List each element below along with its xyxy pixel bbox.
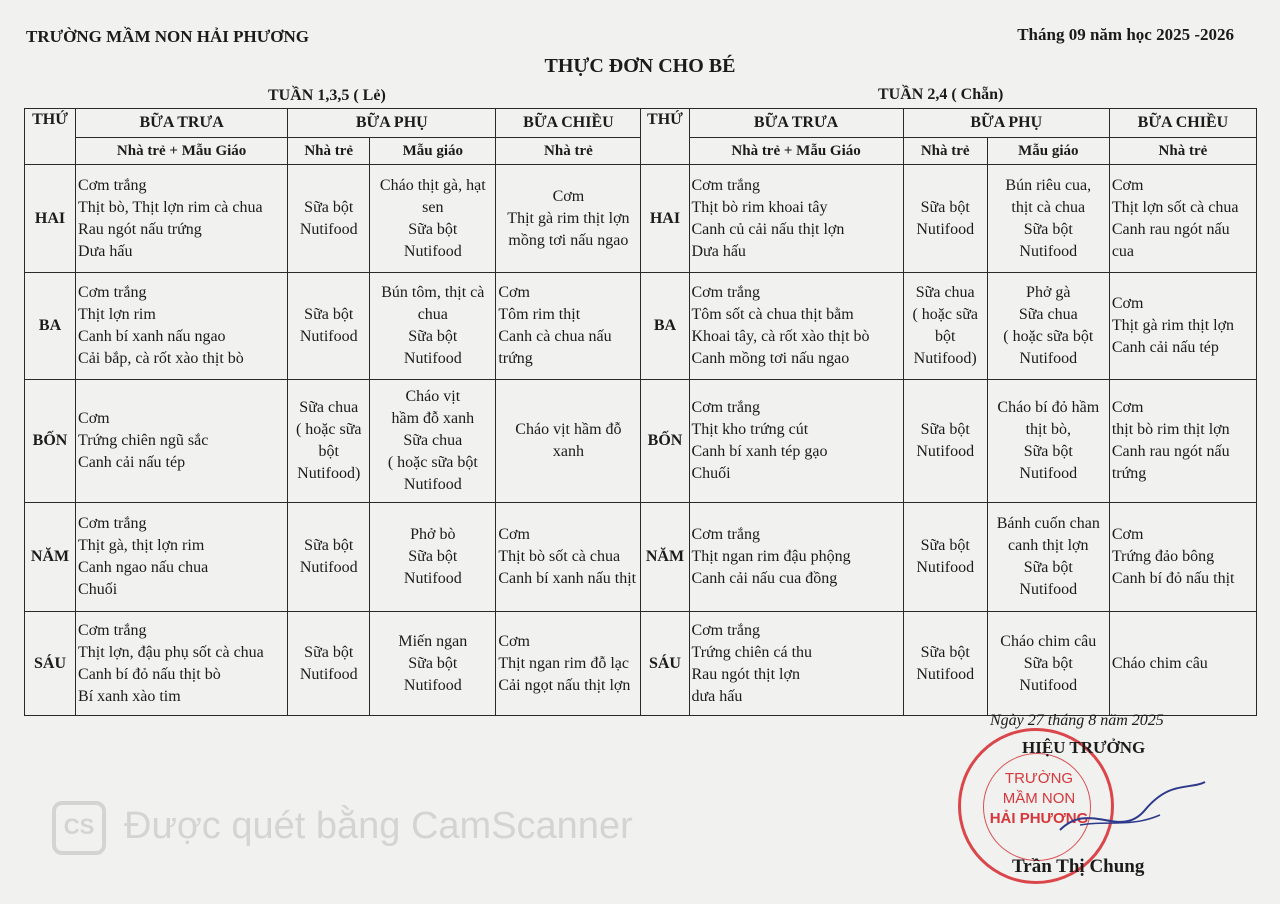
snack-nursery-cell-even: [903, 612, 987, 716]
menu-item: Thịt lợn, đậu phụ sốt cà chua: [78, 643, 264, 661]
menu-item: Sữa bột: [920, 537, 970, 554]
menu-item: Cháo chim câu: [1000, 632, 1097, 650]
menu-item: Nutifood: [1019, 242, 1078, 260]
menu-item: Thịt bò, Thịt lợn rim cà chua: [78, 198, 263, 216]
lunch-cell-even: [689, 273, 903, 380]
menu-item: Cơm trắng: [78, 176, 147, 194]
menu-item: Phở gà: [1026, 284, 1071, 301]
subheader-nursery-afternoon-even: Nhà trẻ: [1109, 138, 1256, 165]
afternoon-cell-odd: [496, 380, 641, 503]
menu-item: Cơm trắng: [691, 526, 760, 543]
menu-item: Cơm: [1111, 176, 1144, 194]
menu-item: Chuối: [691, 465, 731, 482]
stamp-line: TRƯỜNG: [1004, 770, 1074, 787]
day-cell: SÁU: [25, 612, 76, 716]
menu-item: Thịt gà rim thịt lợn mồng tơi nấu ngao: [507, 209, 630, 249]
subheader-nursery-kinder-even: Nhà trẻ + Mẫu Giáo: [689, 138, 903, 165]
snack-kinder-cell-even: [987, 612, 1109, 716]
menu-item: Thịt kho trứng cút: [691, 421, 809, 438]
stamp-line: MẦM NON: [1002, 790, 1076, 807]
menu-item: bột: [318, 443, 339, 460]
menu-item: Canh ngao nấu chua: [78, 559, 209, 576]
menu-item: Sữa chua: [1018, 306, 1078, 323]
header-snack-odd: BỮA PHỤ: [288, 109, 496, 138]
menu-item: Sữa bột: [304, 537, 354, 554]
menu-item: Bún riêu cua,: [1005, 176, 1092, 194]
menu-item: Thịt ngan rim đỗ lạc: [498, 654, 629, 672]
lunch-cell-odd: [76, 380, 288, 503]
menu-item: Nutifood: [299, 665, 358, 683]
menu-item: Cơm: [1111, 399, 1144, 416]
menu-item: Bún tôm, thịt cà chua: [381, 284, 485, 323]
menu-item: ( hoặc sữa bột: [387, 454, 478, 471]
menu-item: Canh bí xanh nấu thịt: [498, 570, 637, 587]
menu-item: Sữa bột: [408, 654, 458, 672]
snack-kinder-cell-odd: [370, 612, 496, 716]
week-odd-label: TUẦN 1,3,5 ( Lẻ): [268, 87, 386, 104]
menu-item: Canh cà chua nấu trứng: [498, 328, 612, 367]
day-cell: SÁU: [641, 612, 689, 716]
menu-item: Canh cải nấu tép: [1111, 339, 1219, 356]
menu-item: Nutifood: [1019, 465, 1078, 482]
menu-item: Thịt gà rim thịt lợn: [1111, 317, 1235, 334]
snack-nursery-cell-even: [903, 273, 987, 380]
menu-item: Sữa bột: [408, 328, 458, 345]
menu-item: Sữa bột: [920, 643, 970, 661]
header-lunch-even: BỮA TRƯA: [689, 109, 903, 138]
menu-item: Canh bí xanh tép gạo: [691, 443, 828, 460]
day-cell: NĂM: [641, 503, 689, 612]
menu-item: Nutifood: [916, 443, 975, 460]
menu-item: Cơm: [498, 284, 530, 301]
menu-item: Nutifood: [1019, 676, 1078, 694]
snack-nursery-cell-even: [903, 503, 987, 612]
menu-item: Nutifood: [1019, 581, 1078, 598]
menu-item: Cơm: [1111, 526, 1144, 543]
menu-item: Tôm rim thịt: [498, 306, 581, 323]
menu-item: hầm đỗ xanh: [391, 410, 475, 427]
menu-item: ( hoặc sữa bột: [1003, 328, 1094, 345]
snack-nursery-cell-odd: [288, 273, 370, 380]
principal-title: HIỆU TRƯỞNG: [1022, 738, 1146, 757]
camscanner-watermark: [52, 801, 633, 855]
menu-item: Khoai tây, cà rốt xào thịt bò: [691, 328, 870, 345]
table-row: [25, 503, 1257, 612]
menu-item: ( hoặc sữa: [295, 421, 362, 438]
menu-item: Cháo chim câu: [1111, 654, 1208, 672]
menu-item: Sữa bột: [408, 220, 458, 238]
menu-item: ( hoặc sữa: [912, 306, 978, 323]
day-cell: BA: [25, 273, 76, 380]
menu-item: Sữa bột: [408, 548, 458, 565]
menu-item: Cơm: [498, 632, 530, 650]
signature-mark: [1050, 770, 1210, 850]
afternoon-cell-even: [1109, 273, 1256, 380]
menu-item: Dưa hấu: [691, 242, 746, 260]
subheader-nursery-odd: Nhà trẻ: [288, 138, 370, 165]
menu-item: Sữa bột: [304, 643, 354, 661]
lunch-cell-odd: [76, 273, 288, 380]
day-cell: HAI: [641, 165, 689, 273]
menu-item: Sữa bột: [920, 198, 970, 216]
menu-item: Nutifood: [403, 242, 462, 260]
afternoon-cell-odd: [496, 503, 641, 612]
menu-item: Cơm: [498, 526, 530, 543]
snack-kinder-cell-odd: [370, 273, 496, 380]
stamp-line: HẢI PHƯƠNG: [989, 810, 1089, 827]
lunch-cell-even: [689, 612, 903, 716]
header-afternoon-odd: BỮA CHIỀU: [496, 109, 641, 138]
menu-item: Sữa chua: [915, 284, 975, 301]
afternoon-cell-odd: [496, 273, 641, 380]
menu-item: Nutifood: [916, 665, 975, 683]
menu-item: Canh rau ngót nấu cua: [1111, 220, 1230, 260]
menu-item: Sữa chua: [403, 432, 463, 449]
snack-nursery-cell-even: [903, 165, 987, 273]
principal-name: Trần Thị Chung: [1012, 856, 1145, 877]
header-snack-even: BỮA PHỤ: [903, 109, 1109, 138]
menu-item: Trứng chiên ngũ sắc: [78, 432, 209, 449]
menu-item: Canh cải nấu tép: [78, 454, 186, 471]
menu-item: Cơm trắng: [691, 176, 760, 194]
menu-item: Nutifood: [403, 570, 462, 587]
lunch-cell-odd: [76, 503, 288, 612]
menu-item: Cơm: [1111, 295, 1144, 312]
menu-item: Cải bắp, cà rốt xào thịt bò: [78, 350, 244, 367]
snack-kinder-cell-even: [987, 503, 1109, 612]
menu-item: Sữa bột: [920, 421, 970, 438]
afternoon-cell-even: [1109, 612, 1256, 716]
menu-item: Sữa chua: [299, 399, 359, 416]
menu-item: Cháo vịt: [405, 388, 461, 405]
header-lunch-odd: BỮA TRƯA: [76, 109, 288, 138]
menu-item: Cơm trắng: [691, 399, 760, 416]
watermark-text: Được quét bằng CamScanner: [124, 805, 633, 848]
page-title: THỰC ĐƠN CHO BÉ: [544, 55, 736, 77]
menu-item: Canh bí đỏ nấu thịt: [1111, 570, 1235, 587]
menu-item: Canh củ cải nấu thịt lợn: [691, 220, 845, 238]
menu-item: Rau ngót thịt lợn: [691, 665, 800, 683]
menu-item: Miến ngan: [398, 632, 468, 650]
subheader-nursery-even: Nhà trẻ: [903, 138, 987, 165]
menu-item: Nutifood): [913, 350, 977, 367]
table-row: [25, 612, 1257, 716]
menu-item: Nutifood: [299, 220, 358, 238]
menu-item: Canh mồng tơi nấu ngao: [691, 350, 850, 367]
lunch-cell-even: [689, 503, 903, 612]
menu-item: Sữa bột: [1023, 559, 1073, 576]
menu-item: Canh bí xanh nấu ngao: [78, 328, 226, 345]
afternoon-cell-odd: [496, 612, 641, 716]
menu-item: Dưa hấu: [78, 242, 133, 260]
menu-item: Nutifood: [916, 559, 975, 576]
subheader-kinder-even: Mẫu giáo: [987, 138, 1109, 165]
menu-item: Chuối: [78, 581, 118, 598]
day-cell: BỐN: [25, 380, 76, 503]
snack-kinder-cell-even: [987, 380, 1109, 503]
day-cell: BA: [641, 273, 689, 380]
menu-item: Thịt gà, thịt lợn rim: [78, 537, 205, 554]
snack-nursery-cell-odd: [288, 165, 370, 273]
menu-item: Nutifood: [299, 559, 358, 576]
menu-item: Nutifood: [299, 328, 358, 345]
menu-item: Nutifood): [297, 465, 361, 482]
menu-item: Nutifood: [403, 476, 462, 493]
table-row: [25, 273, 1257, 380]
menu-item: Cơm trắng: [78, 284, 147, 301]
menu-item: Cơm trắng: [691, 621, 760, 639]
menu-item: Sữa bột: [1023, 443, 1073, 460]
signed-date: Ngày 27 tháng 8 năm 2025: [990, 712, 1164, 729]
menu-item: Canh cải nấu cua đồng: [691, 570, 838, 587]
afternoon-cell-even: [1109, 503, 1256, 612]
menu-item: Canh rau ngót nấu trứng: [1111, 443, 1230, 482]
menu-item: Thịt ngan rim đậu phộng: [691, 548, 851, 565]
subheader-nursery-afternoon-odd: Nhà trẻ: [496, 138, 641, 165]
day-cell: HAI: [25, 165, 76, 273]
week-even-label: TUẦN 2,4 ( Chẵn): [878, 86, 1004, 103]
menu-item: dưa hấu: [691, 687, 743, 705]
menu-table: [24, 164, 1257, 716]
menu-item: Thịt bò sốt cà chua: [498, 548, 621, 565]
afternoon-cell-odd: [496, 165, 641, 273]
day-cell: BỐN: [641, 380, 689, 503]
menu-item: Thịt lợn rim: [78, 306, 156, 323]
menu-item: Trứng đảo bông: [1111, 548, 1215, 565]
menu-item: Cháo vịt hầm đỗ xanh: [515, 421, 622, 460]
menu-item: Tôm sốt cà chua thịt bằm: [691, 306, 854, 323]
lunch-cell-even: [689, 380, 903, 503]
menu-item: Phở bò: [410, 526, 456, 543]
menu-item: Cơm trắng: [691, 284, 760, 301]
menu-item: Thịt bò rim khoai tây: [691, 198, 828, 216]
camscanner-logo-icon: CS: [52, 801, 106, 855]
header-day-even: THỨ: [641, 109, 689, 165]
afternoon-cell-even: [1109, 165, 1256, 273]
menu-item: Cơm: [552, 187, 585, 205]
menu-item: Canh bí đỏ nấu thịt bò: [78, 665, 221, 683]
menu-item: Cải ngọt nấu thịt lợn: [498, 676, 631, 694]
menu-item: Sữa bột: [1023, 654, 1073, 672]
menu-item: Nutifood: [403, 676, 462, 694]
menu-item: Bánh cuốn chan: [996, 515, 1100, 532]
menu-item: Nutifood: [916, 220, 975, 238]
snack-kinder-cell-even: [987, 273, 1109, 380]
snack-nursery-cell-even: [903, 380, 987, 503]
snack-nursery-cell-odd: [288, 612, 370, 716]
menu-item: Cháo thịt gà, hạt sen: [379, 176, 486, 216]
snack-kinder-cell-odd: [370, 380, 496, 503]
menu-item: Cơm trắng: [78, 621, 147, 639]
snack-nursery-cell-odd: [288, 380, 370, 503]
menu-item: thịt cà chua: [1011, 198, 1086, 216]
day-cell: NĂM: [25, 503, 76, 612]
menu-item: Cháo bí đỏ hầm: [997, 399, 1100, 416]
snack-kinder-cell-odd: [370, 165, 496, 273]
lunch-cell-even: [689, 165, 903, 273]
snack-kinder-cell-even: [987, 165, 1109, 273]
menu-item: Cơm trắng: [78, 515, 147, 532]
subheader-nursery-kinder-odd: Nhà trẻ + Mẫu Giáo: [76, 138, 288, 165]
table-row: [25, 165, 1257, 273]
menu-table-header: [24, 108, 1257, 165]
school-year: Tháng 09 năm học 2025 -2026: [1017, 25, 1234, 44]
menu-item: Nutifood: [403, 350, 462, 367]
header-day-odd: THỨ: [25, 109, 76, 165]
snack-kinder-cell-odd: [370, 503, 496, 612]
snack-nursery-cell-odd: [288, 503, 370, 612]
menu-item: canh thịt lợn: [1008, 537, 1089, 554]
lunch-cell-odd: [76, 165, 288, 273]
menu-item: Sữa bột: [304, 198, 354, 216]
afternoon-cell-even: [1109, 380, 1256, 503]
menu-item: Trứng chiên cá thu: [691, 643, 813, 661]
menu-item: Nutifood: [1019, 350, 1078, 367]
menu-item: Rau ngót nấu trứng: [78, 220, 202, 238]
menu-item: thịt bò,: [1025, 421, 1071, 438]
menu-item: Cơm: [78, 410, 110, 427]
school-name: TRƯỜNG MẦM NON HẢI PHƯƠNG: [26, 27, 309, 46]
table-row: [25, 380, 1257, 503]
subheader-kinder-odd: Mẫu giáo: [370, 138, 496, 165]
menu-item: Sữa bột: [1023, 220, 1073, 238]
header-afternoon-even: BỮA CHIỀU: [1109, 109, 1256, 138]
menu-item: Thịt lợn sốt cà chua: [1111, 198, 1239, 216]
lunch-cell-odd: [76, 612, 288, 716]
menu-item: Sữa bột: [304, 306, 354, 323]
menu-item: bột: [934, 328, 956, 345]
menu-item: Bí xanh xào tim: [78, 687, 181, 705]
menu-item: thịt bò rim thịt lợn: [1111, 421, 1230, 438]
